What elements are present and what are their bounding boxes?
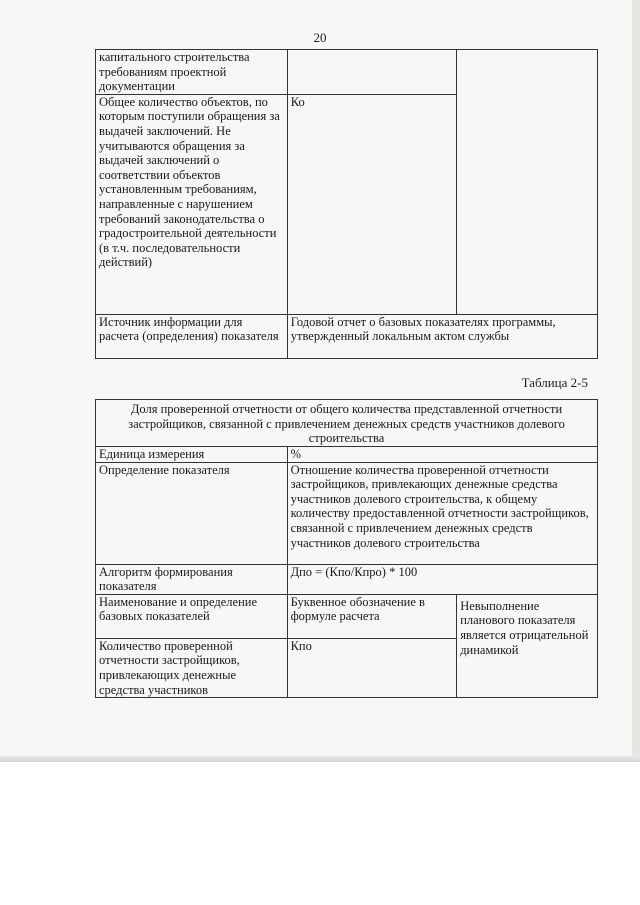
table-cell: Ко bbox=[287, 94, 457, 314]
table-cell: Количество проверенной отчетности застройщиков, привлекающих денежные средства участников bbox=[96, 638, 288, 697]
table-row bbox=[96, 314, 598, 358]
table-row bbox=[96, 447, 598, 463]
table-cell: % bbox=[287, 447, 597, 463]
table-cell: Годовой отчет о базовых показателях программы, утвержденный локальным актом службы bbox=[287, 314, 597, 358]
table-cell: Наименование и определение базовых показателей bbox=[96, 594, 288, 638]
table-title: Доля проверенной отчетности от общего количества представленной отчетности застройщиков, связанной с привлечением денежных средств участников долевого строительства bbox=[96, 400, 598, 447]
indicator-table-2-5 bbox=[95, 399, 598, 698]
table-cell: Общее количество объектов, по которым поступили обращения за выдачей заключений. Не учитываются обращения за выдачей заключений о соответствии объектов установленным требованиям, направленные с нарушением требований законодательства о градостроительной деятельности (в т.ч. последовательности действий) bbox=[96, 94, 288, 314]
table-cell: Единица измерения bbox=[96, 447, 288, 463]
scan-edge bbox=[0, 756, 640, 762]
indicator-table-continued bbox=[95, 49, 598, 359]
table-cell: Источник информации для расчета (определения) показателя bbox=[96, 314, 288, 358]
table-row bbox=[96, 564, 598, 594]
table-row bbox=[96, 462, 598, 564]
table-row bbox=[96, 594, 598, 638]
table-cell bbox=[457, 50, 598, 315]
table-cell: Буквенное обозначение в формуле расчета bbox=[287, 594, 457, 638]
table-cell: Дпо = (Кпо/Кпро) * 100 bbox=[287, 564, 597, 594]
table-cell: Отношение количества проверенной отчетности застройщиков, привлекающих денежные средства участников долевого строительства, к общему количеству предоставленной отчетности застройщиков, связанной с привлечением денежных средств участников долевого строительства bbox=[287, 462, 597, 564]
table-caption: Таблица 2-5 bbox=[521, 375, 588, 390]
table-row bbox=[96, 50, 598, 95]
table-cell: Алгоритм формирования показателя bbox=[96, 564, 288, 594]
table-cell: Невыполнение планового показателя является отрицательной динамикой bbox=[457, 594, 598, 697]
page-number: 20 bbox=[313, 30, 327, 45]
table-cell: Кпо bbox=[287, 638, 457, 697]
table-cell bbox=[287, 50, 457, 95]
table-cell: Определение показателя bbox=[96, 462, 288, 564]
table-cell: капитального строительства требованиям проектной документации bbox=[96, 50, 288, 95]
table-row bbox=[96, 400, 598, 447]
